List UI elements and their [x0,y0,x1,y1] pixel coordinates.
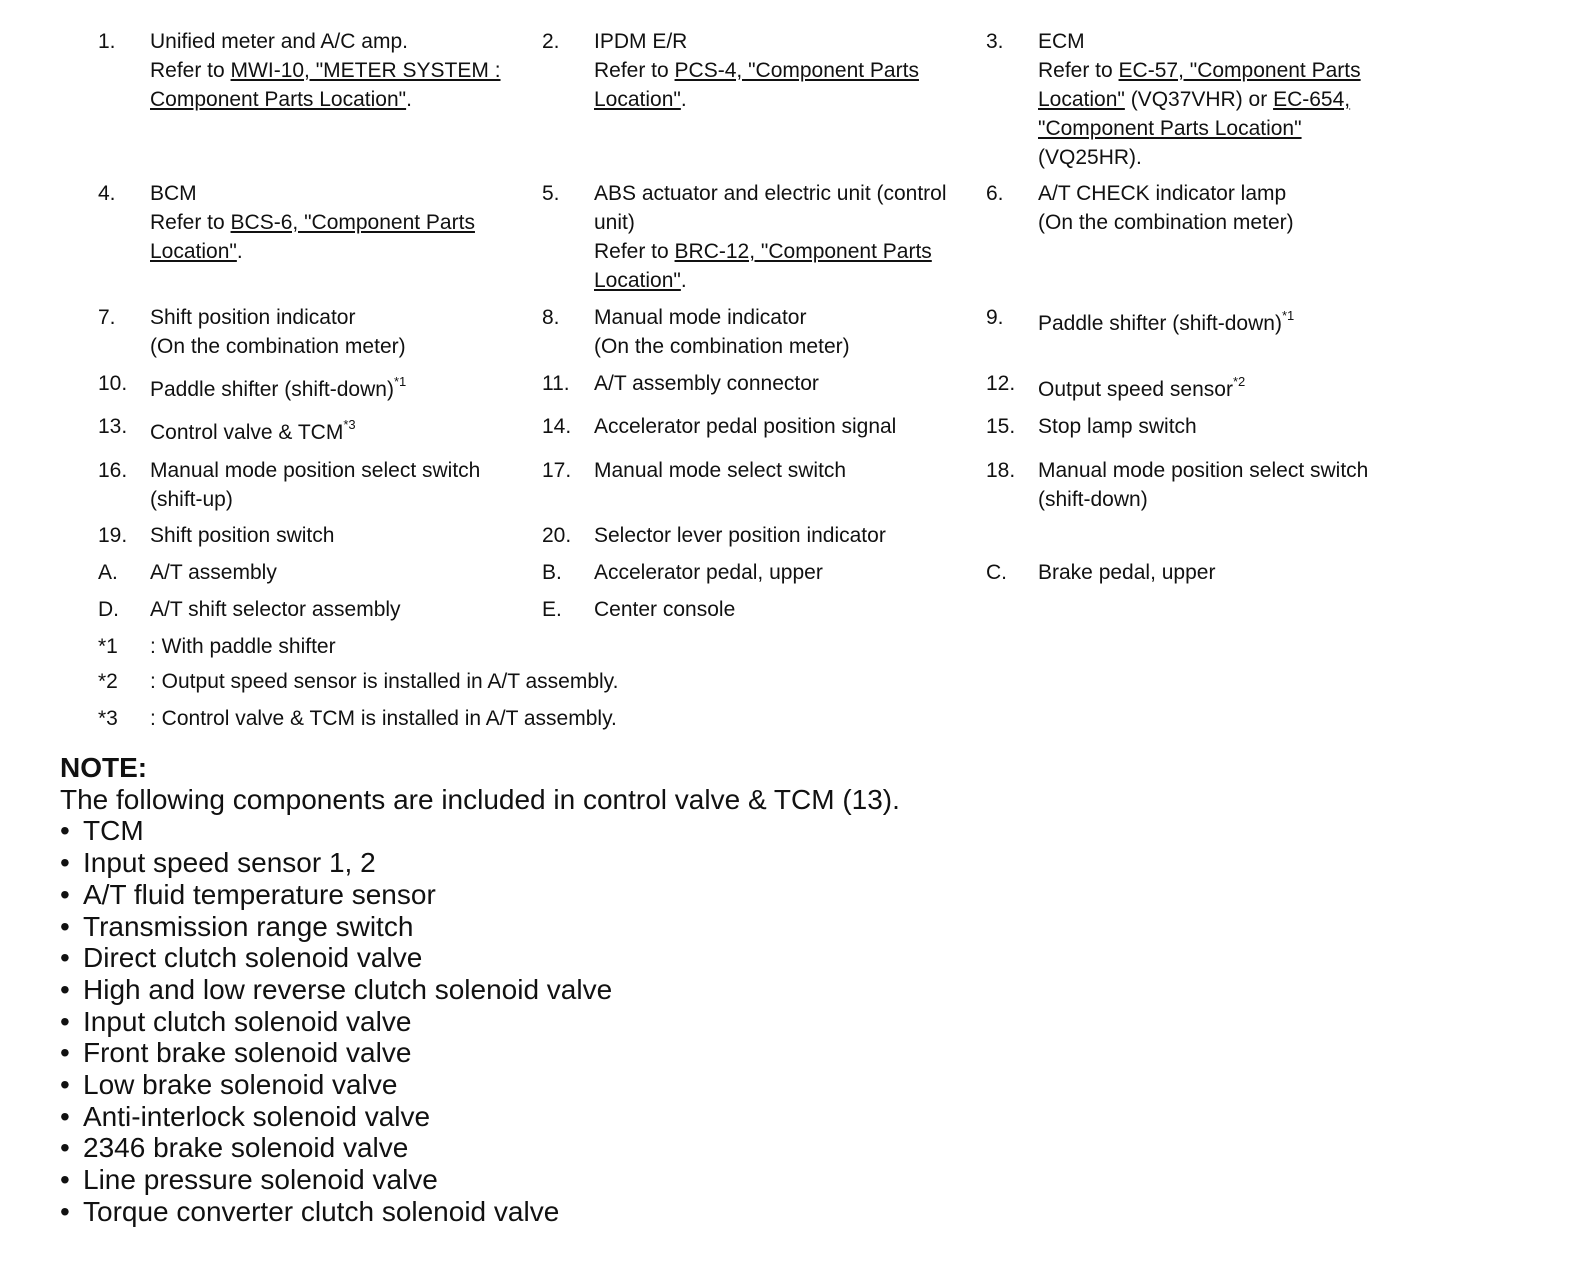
footnote-marker: *2 [1232,374,1246,389]
item-label: Control valve & TCM [150,421,344,444]
footnote-mark: *2 [98,670,118,693]
item-reference: Refer to BRC-12, "Component Parts Location". [594,240,932,292]
item-number: 9. [986,306,1004,329]
item-text [150,418,545,447]
reference-link-pcs-4[interactable]: PCS-4, "Component Parts Location" [594,59,919,111]
item-number: E. [542,598,562,621]
item-text [150,375,545,404]
reference-link-mwi-10[interactable]: MWI-10, "METER SYSTEM : Component Parts Location" [150,59,501,111]
item-label: Center console [594,598,736,621]
item-number: 7. [98,306,116,329]
item-text [594,303,989,361]
list-item: • Line pressure solenoid valve [60,1164,900,1196]
item-text [594,179,974,295]
item-text [594,412,989,441]
item-text [1038,558,1433,587]
item-text [594,595,989,624]
item-label: Accelerator pedal, upper [594,561,823,584]
reference-link-ec-57[interactable]: EC-57, "Component Parts Location" [1038,59,1361,111]
component-list [60,815,900,1227]
footnote-marker: *1 [393,374,407,389]
item-number: 2. [542,30,560,53]
reference-link-ec-654[interactable]: EC-654, "Component Parts Location" [1038,88,1351,140]
reference-link-bcs-6[interactable]: BCS-6, "Component Parts Location" [150,211,475,263]
item-label: Manual mode select switch [594,459,847,482]
item-label: Selector lever position indicator [594,524,886,547]
item-number: 14. [542,415,572,438]
item-number: 1. [98,30,116,53]
item-label: A/T shift selector assembly [150,598,401,621]
list-item: • Input speed sensor 1, 2 [60,847,900,879]
item-text [150,558,545,587]
item-label: Accelerator pedal position signal [594,415,897,438]
item-text [150,456,530,514]
list-item: • Direct clutch solenoid valve [60,942,900,974]
footnote-mark: *1 [98,635,118,658]
item-text [1038,309,1433,338]
item-label: Brake pedal, upper [1038,561,1216,584]
footnote-marker: *3 [343,417,356,432]
item-sublabel: (On the combination meter) [594,335,850,358]
item-number: 11. [542,372,570,395]
list-item: • Input clutch solenoid valve [60,1006,900,1038]
item-label: Stop lamp switch [1038,415,1197,438]
item-text [594,27,989,114]
item-text [150,179,525,266]
item-sublabel: (On the combination meter) [150,335,406,358]
item-text [150,303,545,361]
item-number: C. [986,561,1007,584]
item-text [1038,412,1433,441]
item-text [594,558,989,587]
item-text [1038,375,1433,404]
footnote-mark: *3 [98,707,118,730]
item-label: A/T CHECK indicator lamp [1038,182,1287,205]
item-text [594,521,989,550]
list-item: • Low brake solenoid valve [60,1069,900,1101]
item-text [594,456,989,485]
list-item: • Anti-interlock solenoid valve [60,1101,900,1133]
item-label: Manual mode indicator [594,306,807,329]
item-number: D. [98,598,119,621]
item-text [150,521,545,550]
note-intro: The following components are included in control valve & TCM (13). [60,783,900,815]
item-text [1038,27,1408,172]
item-number: B. [542,561,562,584]
item-text [1038,179,1433,237]
item-label: Manual mode position select switch (shift-up) [150,459,481,511]
item-number: 15. [986,415,1016,438]
item-label: Manual mode position select switch (shift-down) [1038,459,1369,511]
item-label: Paddle shifter (shift-down) [150,378,394,401]
footnote-text: : Output speed sensor is installed in A/T assembly. [150,670,619,693]
note-section [60,752,900,1228]
item-text [150,595,545,624]
item-label: Shift position indicator [150,306,356,329]
list-item: • A/T fluid temperature sensor [60,879,900,911]
list-item: • Front brake solenoid valve [60,1037,900,1069]
item-text [150,27,545,114]
item-label: Shift position switch [150,524,335,547]
item-label: BCM [150,182,197,205]
item-sublabel: (On the combination meter) [1038,211,1294,234]
footnote-marker: *1 [1281,308,1295,323]
reference-link-brc-12[interactable]: BRC-12, "Component Parts Location" [594,240,932,292]
item-number: 6. [986,182,1004,205]
item-number: 19. [98,524,128,547]
item-number: 18. [986,459,1016,482]
item-number: 16. [98,459,128,482]
item-text [594,369,989,398]
footnote-text: : Control valve & TCM is installed in A/T assembly. [150,707,617,730]
item-label: ABS actuator and electric unit (control unit) [594,182,947,234]
item-number: 12. [986,372,1016,395]
item-number: 4. [98,182,116,205]
item-label: A/T assembly [150,561,277,584]
item-label: IPDM E/R [594,30,688,53]
item-reference: Refer to MWI-10, "METER SYSTEM : Component Parts Location". [150,59,501,111]
item-reference: Refer to PCS-4, "Component Parts Location". [594,59,919,111]
note-heading: NOTE: [60,752,148,783]
list-item: • 2346 brake solenoid valve [60,1132,900,1164]
item-text [1038,456,1418,514]
list-item: • Torque converter clutch solenoid valve [60,1196,900,1228]
item-number: 8. [542,306,560,329]
item-number: 3. [986,30,1004,53]
list-item: • Transmission range switch [60,911,900,943]
item-reference: Refer to BCS-6, "Component Parts Location". [150,211,475,263]
footnote-text: : With paddle shifter [150,635,336,658]
item-label: A/T assembly connector [594,372,819,395]
item-number: 5. [542,182,560,205]
item-number: 17. [542,459,572,482]
item-label: ECM [1038,30,1085,53]
item-number: 13. [98,415,128,438]
list-item: • TCM [60,815,900,847]
item-label: Output speed sensor [1038,378,1233,401]
item-number: 20. [542,524,572,547]
item-label: Paddle shifter (shift-down) [1038,312,1282,335]
item-reference: Refer to EC-57, "Component Parts Location" (VQ37VHR) or EC-654, "Component Parts Location" (VQ25HR). [1038,59,1361,169]
list-item: • High and low reverse clutch solenoid valve [60,974,900,1006]
item-number: A. [98,561,118,584]
item-number: 10. [98,372,128,395]
item-label: Unified meter and A/C amp. [150,30,408,53]
